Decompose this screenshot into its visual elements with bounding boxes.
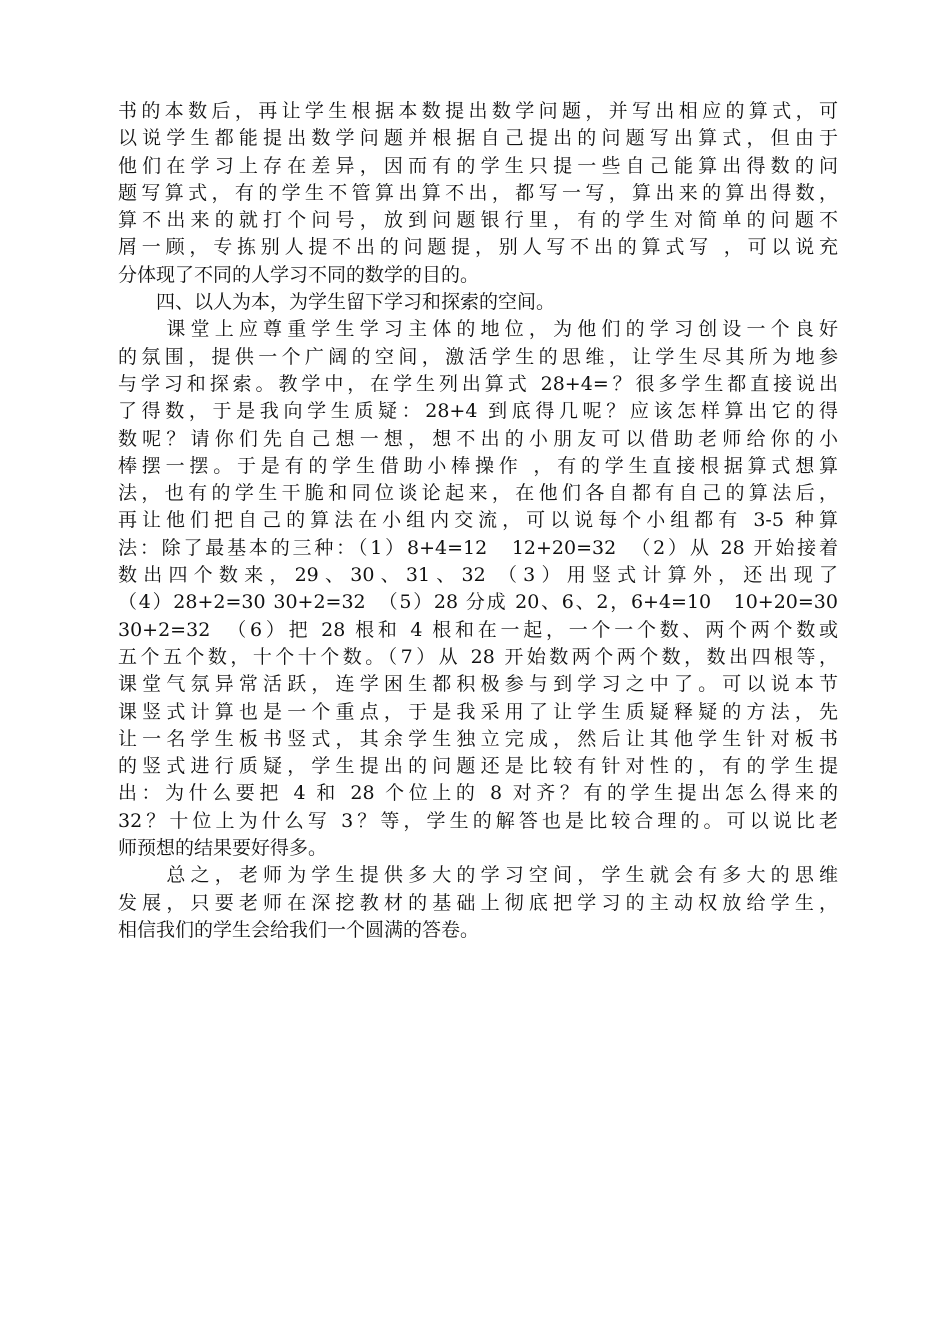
text-line: 与学习和探索。教学中，在学生列出算式 28+4=？很多学生都直接说出 [118,372,838,395]
text-line: 了得数，于是我向学生质疑：28+4 到底得几呢？应该怎样算出它的得 [118,400,838,423]
text-line: 法，也有的学生干脆和同位谈论起来，在他们各自都有自己的算法后， [118,482,838,505]
text-line: 算不出来的就打个问号，放到问题银行里，有的学生对简单的问题不 [118,209,838,232]
text-line: 课竖式计算也是一个重点，于是我采用了让学生质疑释疑的方法，先 [118,700,838,723]
text-line: 师预想的结果要好得多。 [118,837,328,860]
text-line: 数出四个数来，29、30、31、32 （3）用竖式计算外，还出现了 [118,564,838,587]
document-body-text [118,98,838,944]
text-line: 课堂上应尊重学生学习主体的地位，为他们的学习创设一个良好 [118,318,838,341]
text-line: 出：为什么要把 4 和 28 个位上的 8 对齐？有的学生提出怎么得来的 [118,782,838,805]
text-line: 四、以人为本，为学生留下学习和探索的空间。 [118,291,556,314]
text-line: 以说学生都能提出数学问题并根据自己提出的问题写出算式，但由于 [118,127,838,150]
text-line: 相信我们的学生会给我们一个圆满的答卷。 [118,918,480,941]
text-line: 总之，老师为学生提供多大的学习空间，学生就会有多大的思维 [118,864,838,887]
text-line: 发展，只要老师在深挖教材的基础上彻底把学习的主动权放给学生， [118,891,838,914]
text-line: 分体现了不同的人学习不同的数学的目的。 [118,263,480,286]
text-line: 法：除了最基本的三种：（1）8+4=12 12+20=32 （2）从 28 开始接着 [118,536,838,559]
text-line: 再让他们把自己的算法在小组内交流，可以说每个小组都有 3-5 种算 [118,509,838,532]
text-line: 棒摆一摆。于是有的学生借助小棒操作 ，有的学生直接根据算式想算 [118,454,838,477]
text-line: 的竖式进行质疑，学生提出的问题还是比较有针对性的，有的学生提 [118,755,838,778]
text-line: 书的本数后，再让学生根据本数提出数学问题，并写出相应的算式，可 [118,100,838,122]
text-line: 30+2=32 （6）把 28 根和 4 根和在一起，一个一个数、两个两个数或 [118,618,838,641]
text-line: 课堂气氛异常活跃，连学困生都积极参与到学习之中了。可以说本节 [118,673,838,696]
text-line: 让一名学生板书竖式，其余学生独立完成，然后让其他学生针对板书 [118,727,838,750]
text-line: 32？十位上为什么写 3？等，学生的解答也是比较合理的。可以说比老 [118,809,838,832]
text-line: 题写算式，有的学生不管算出算不出，都写一写，算出来的算出得数， [118,181,838,204]
text-line: 五个五个数，十个十个数。（7）从 28 开始数两个两个数，数出四根等， [118,645,838,668]
text-line: 的氛围，提供一个广阔的空间，激活学生的思维，让学生尽其所为地参 [118,345,838,368]
text-line: 他们在学习上存在差异，因而有的学生只提一些自己能算出得数的问 [118,154,838,177]
text-line: （4）28+2=30 30+2=32 （5）28 分成 20、6、2，6+4=10 10+20=30 [118,591,838,614]
text-line: 数呢？请你们先自己想一想，想不出的小朋友可以借助老师给你的小 [118,427,838,450]
text-line: 屑一顾，专拣别人提不出的问题提，别人写不出的算式写 ，可以说充 [118,236,838,259]
